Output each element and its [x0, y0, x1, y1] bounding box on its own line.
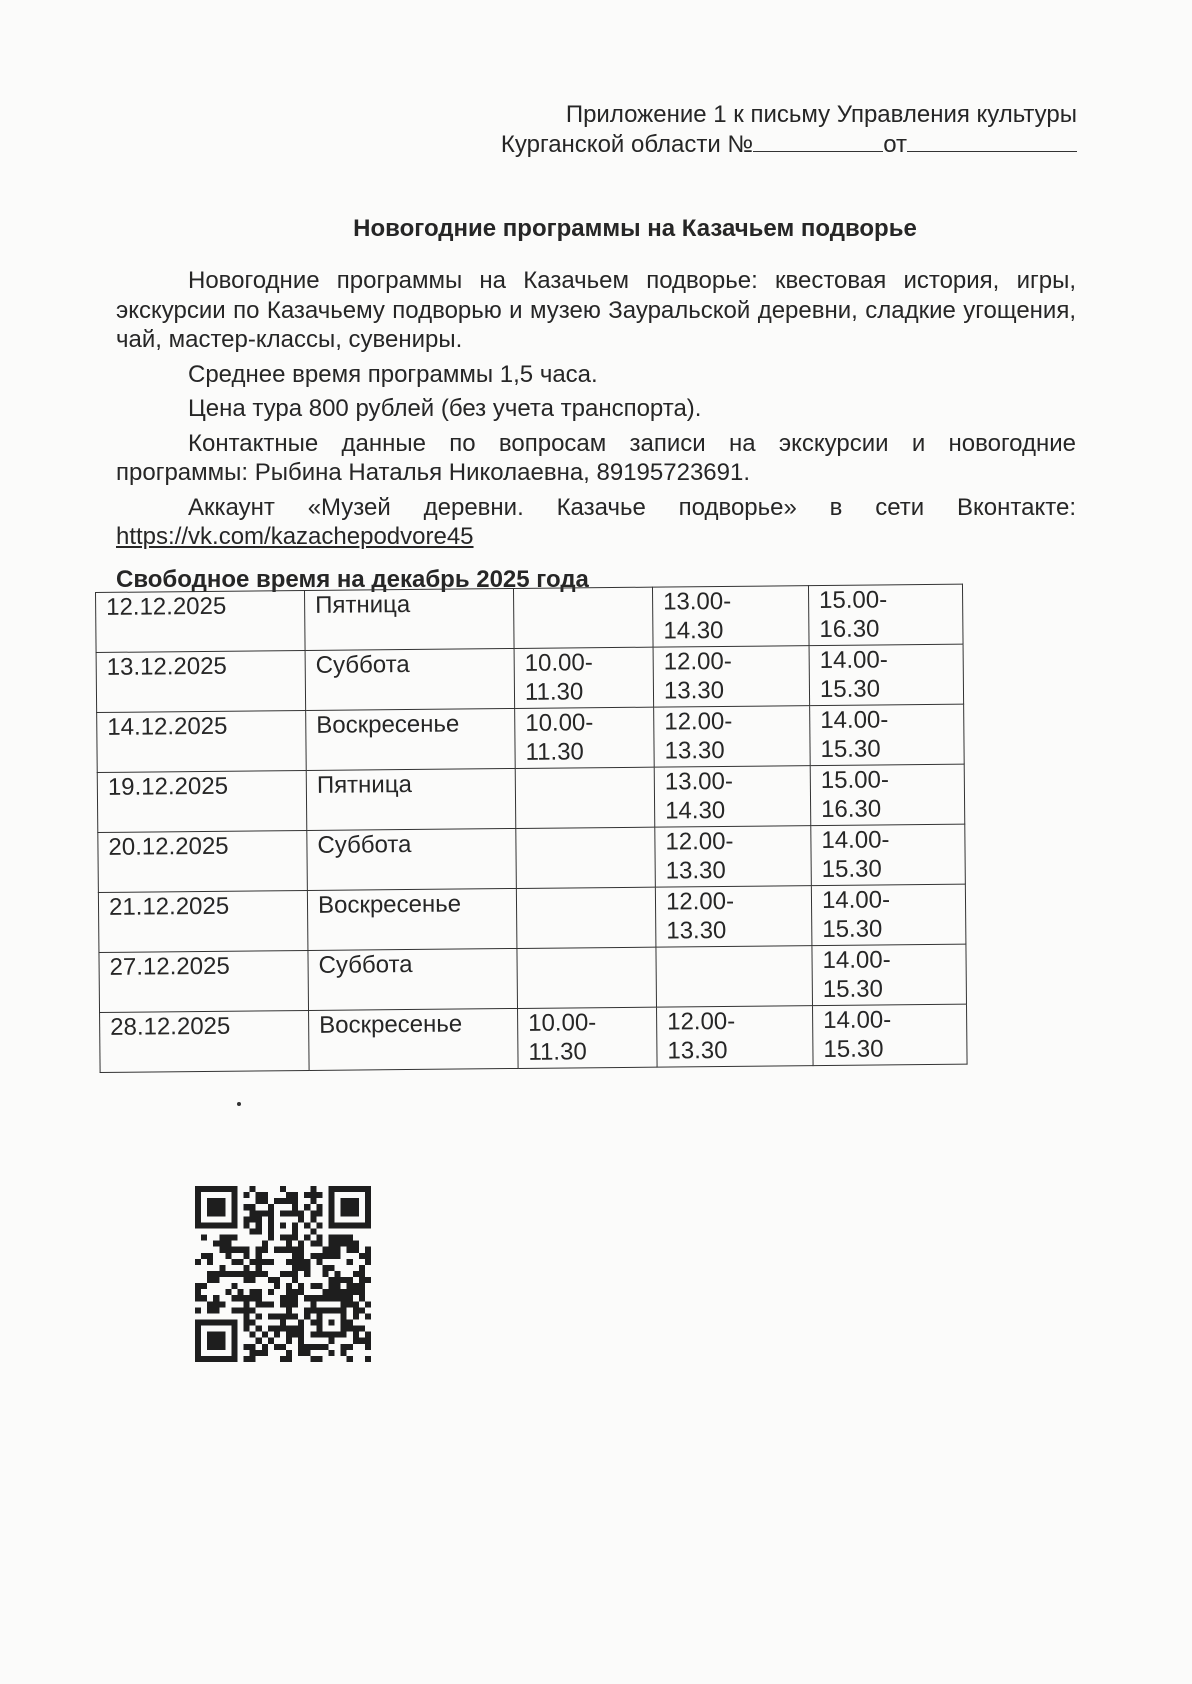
table-row [98, 824, 966, 892]
paragraph-description: Новогодние программы на Казачьем подворье: квестовая история, игры, экскурсии по Казачьему подворью и музею Зауральской деревни, сладкие угощения, чай, мастер-классы, сувениры. [116, 267, 1076, 353]
cell-date: 20.12.2025 [98, 830, 308, 892]
cell-s3: 14.00- 15.30 [811, 824, 966, 885]
cell-s3: 14.00- 15.30 [809, 644, 964, 705]
table-row [97, 764, 965, 832]
cell-date: 21.12.2025 [98, 890, 308, 952]
document-body [116, 266, 1076, 557]
cell-s3: 14.00- 15.30 [811, 884, 966, 945]
cell-s2: 12.00- 13.30 [653, 646, 810, 707]
cell-s1: 10.00- 11.30 [518, 1007, 658, 1068]
cell-s1 [516, 827, 656, 888]
cell-date: 12.12.2025 [96, 590, 306, 652]
header-line-1: Приложение 1 к письму Управления культуры [565, 101, 1077, 128]
cell-s2: 12.00- 13.30 [655, 826, 812, 887]
cell-day: Воскресенье [309, 1008, 519, 1070]
cell-day: Воскресенье [307, 888, 517, 950]
cell-day: Суббота [307, 828, 517, 890]
cell-s2: 13.00- 14.30 [654, 766, 811, 827]
cell-s3: 15.00- 16.30 [808, 584, 963, 645]
cell-day: Воскресенье [306, 708, 516, 770]
cell-s3: 14.00- 15.30 [813, 1004, 968, 1065]
cell-s2: 12.00- 13.30 [654, 706, 811, 767]
scan-dot [237, 1102, 241, 1106]
cell-s1 [513, 587, 653, 648]
table-row [99, 944, 967, 1012]
cell-date: 19.12.2025 [97, 770, 307, 832]
vk-link[interactable]: https://vk.com/kazachepodvore45 [116, 523, 474, 550]
header-from: от [883, 131, 907, 158]
header-prefix: Курганской области № [500, 131, 754, 158]
cell-s3: 14.00- 15.30 [812, 944, 967, 1005]
date-blank [907, 131, 1077, 152]
cell-date: 14.12.2025 [97, 710, 307, 772]
account-text: Аккаунт «Музей деревни. Казачье подворье» в сети Вконтакте: [188, 493, 1076, 521]
number-blank [753, 131, 883, 152]
schedule-table [95, 584, 968, 1073]
qr-code-icon [195, 1186, 371, 1362]
paragraph-price: Цена тура 800 рублей (без учета транспорта). [188, 395, 702, 422]
cell-s2: 12.00- 13.30 [657, 1006, 814, 1067]
table-row [96, 584, 964, 652]
table-row [98, 884, 966, 952]
cell-day: Пятница [306, 768, 516, 830]
cell-day: Пятница [304, 588, 514, 650]
cell-s2: 13.00- 14.30 [652, 586, 809, 647]
document-title: Новогодние программы на Казачьем подворье [353, 215, 917, 242]
paragraph-duration: Среднее время программы 1,5 часа. [188, 360, 598, 388]
cell-s3: 15.00- 16.30 [810, 764, 965, 825]
paragraph-account [116, 493, 1076, 552]
cell-date: 27.12.2025 [99, 950, 309, 1012]
cell-s1 [515, 767, 655, 828]
schedule-table-body [96, 584, 968, 1072]
paragraph-contacts: Контактные данные по вопросам записи на экскурсии и новогодние программы: Рыбина Наталья Николаевна, 89195723691. [116, 429, 1076, 486]
cell-s1: 10.00- 11.30 [514, 647, 654, 708]
cell-s1: 10.00- 11.30 [515, 707, 655, 768]
cell-s1 [516, 887, 656, 948]
cell-s2 [656, 946, 813, 1007]
cell-s1 [517, 947, 657, 1008]
table-row [96, 644, 964, 712]
cell-date: 13.12.2025 [96, 650, 306, 712]
cell-date: 28.12.2025 [100, 1010, 310, 1072]
schedule-title: Свободное время на декабрь 2025 года [116, 566, 589, 593]
header-line-2 [501, 130, 1077, 160]
cell-s2: 12.00- 13.30 [655, 886, 812, 947]
table-row [100, 1004, 968, 1072]
table-row [97, 704, 965, 772]
cell-day: Суббота [305, 648, 515, 710]
cell-s3: 14.00- 15.30 [810, 704, 965, 765]
cell-day: Суббота [308, 948, 518, 1010]
